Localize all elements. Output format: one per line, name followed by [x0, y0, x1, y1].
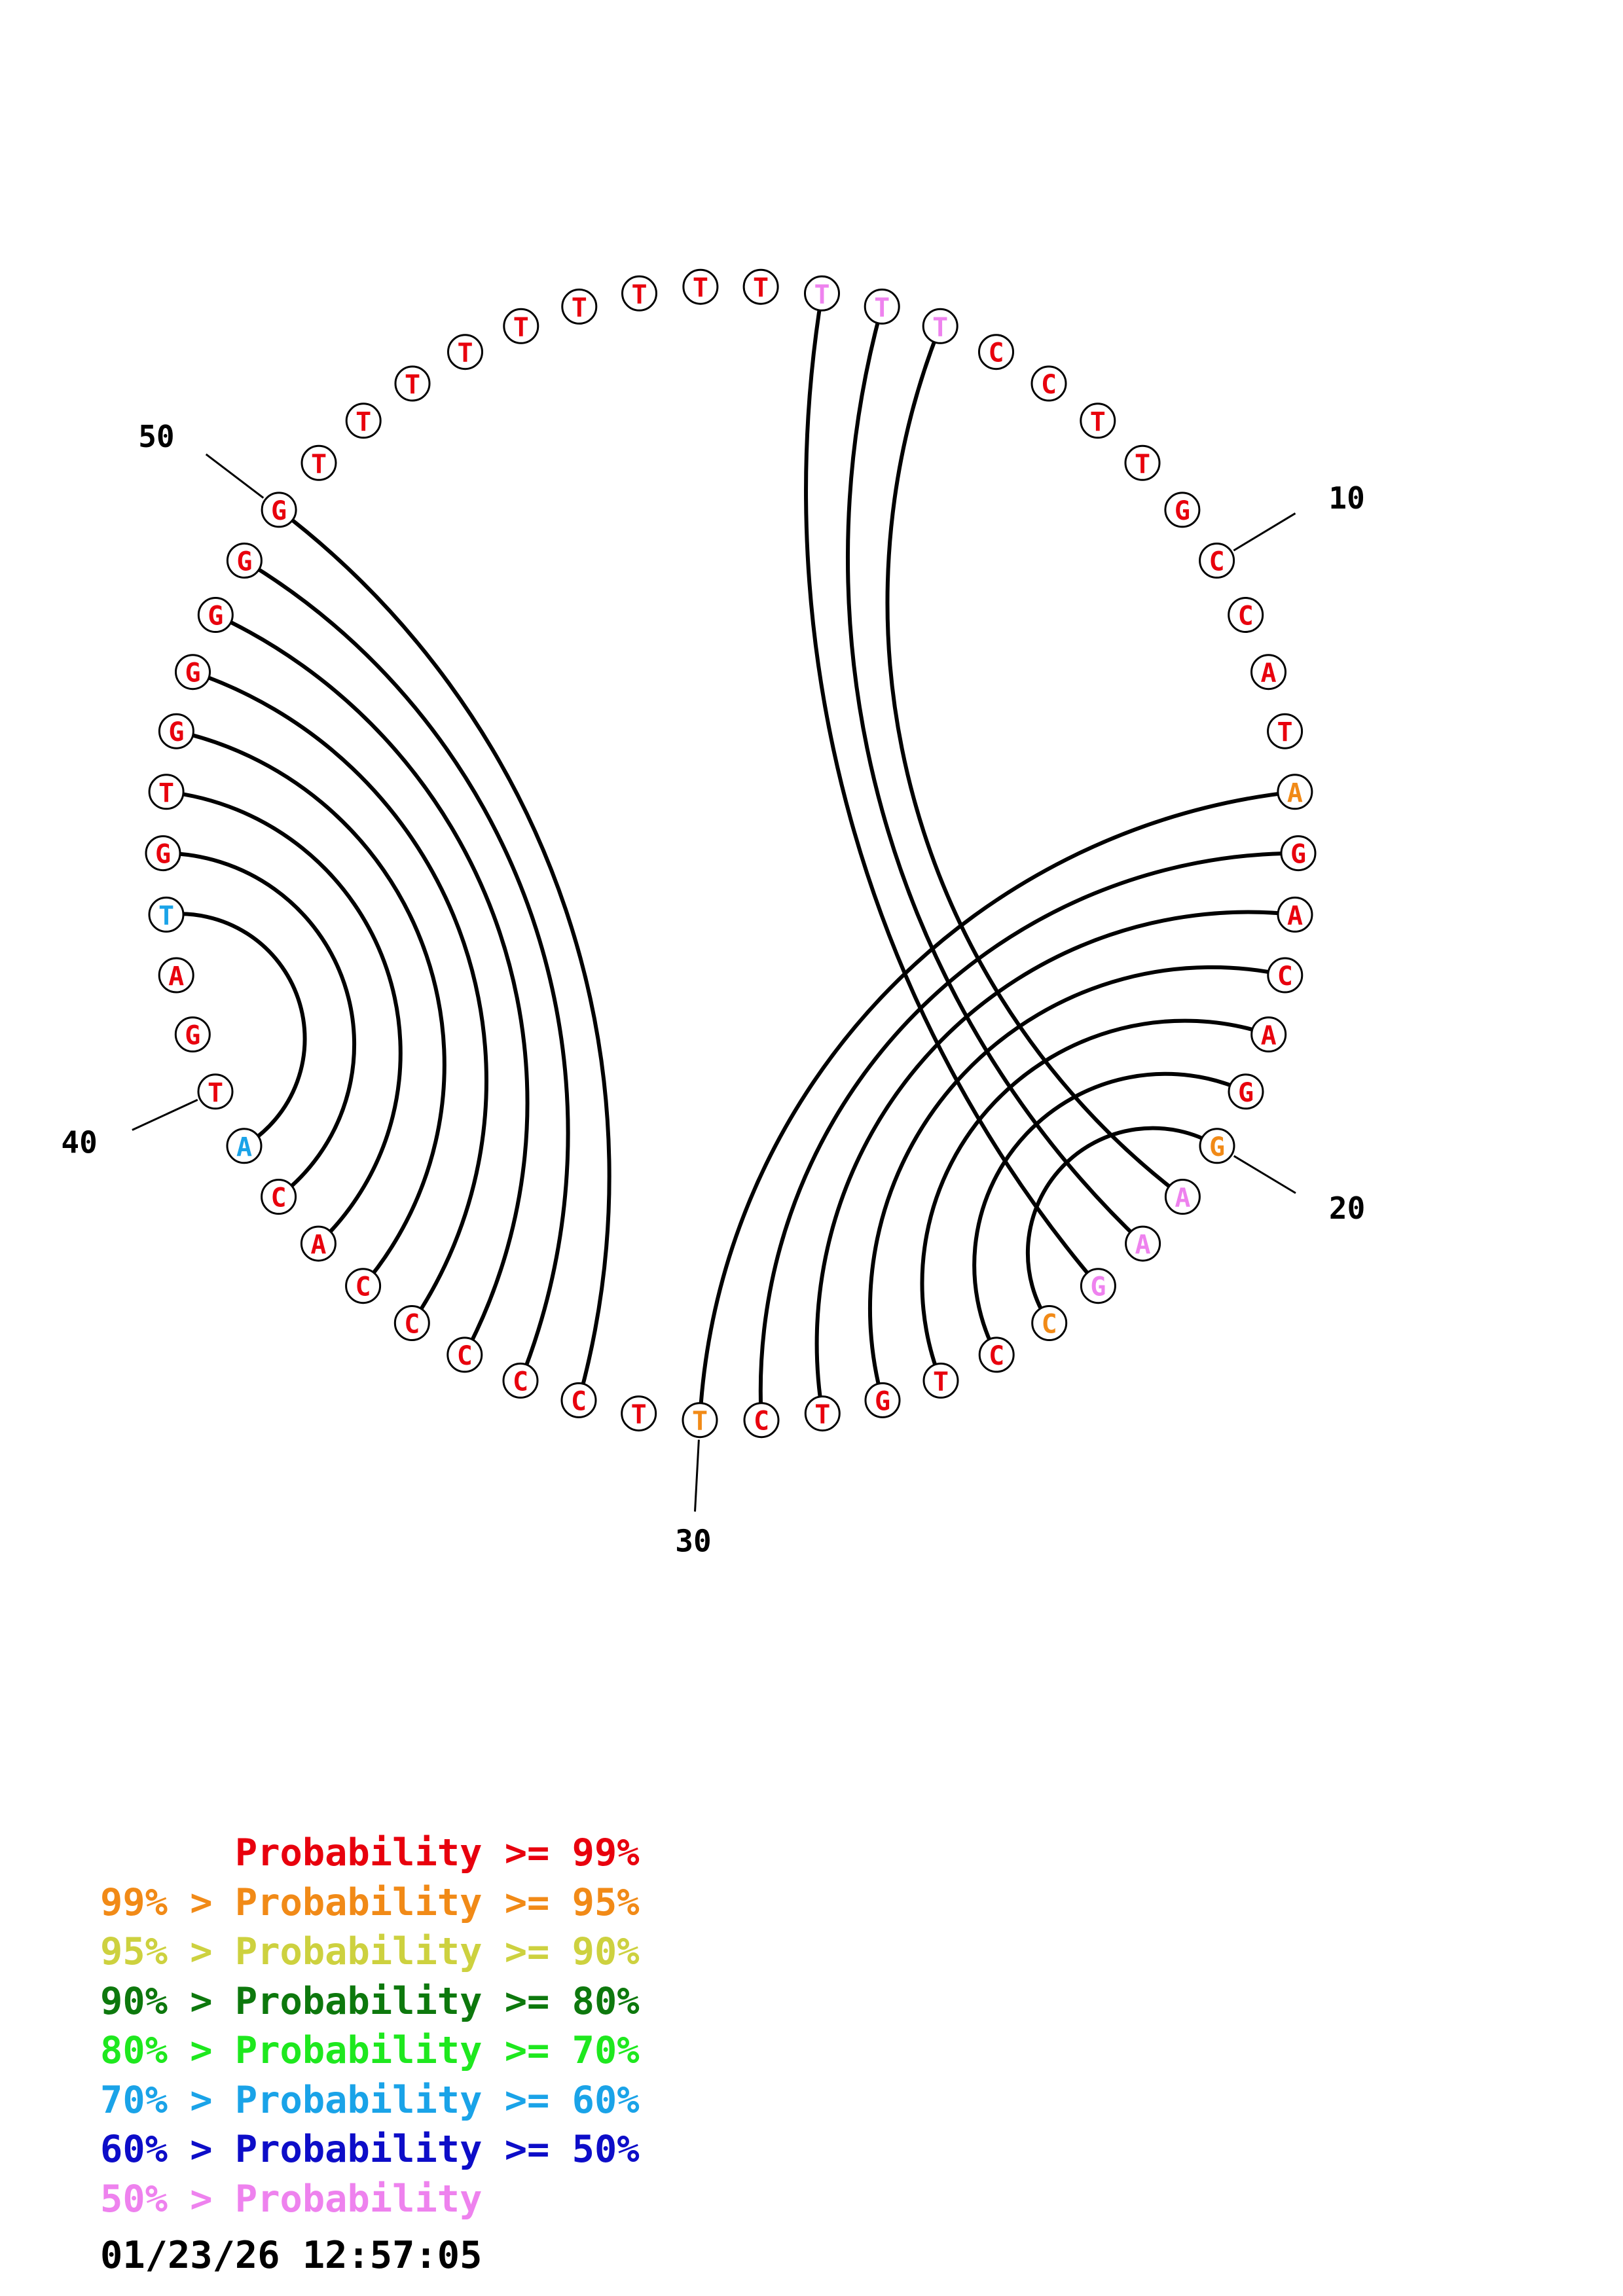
nucleotide-letter: C	[989, 1340, 1005, 1371]
legend-prefix: 80% >	[100, 2029, 235, 2072]
nucleotide-letter: A	[168, 961, 185, 992]
nucleotide-letter: G	[208, 601, 224, 632]
nucleotide-58	[684, 270, 718, 304]
nucleotide-letter: A	[310, 1230, 327, 1261]
nucleotide-39	[227, 1129, 261, 1163]
legend-prefix: 90% >	[100, 1979, 235, 2023]
nucleotide-22	[1126, 1227, 1160, 1261]
nucleotide-letter: C	[1041, 1309, 1057, 1340]
nucleotide-letter: A	[1260, 658, 1277, 689]
nucleotide-33	[503, 1363, 538, 1397]
nucleotide-2	[805, 276, 839, 310]
nucleotide-letter: T	[814, 279, 830, 310]
tick-line-40	[132, 1100, 198, 1130]
nucleotide-letter: T	[692, 273, 708, 304]
nucleotide-44	[146, 836, 180, 870]
nucleotide-36	[346, 1269, 380, 1303]
legend-suffix: >= 70%	[482, 2029, 640, 2072]
nucleotide-letter: C	[1209, 547, 1225, 577]
nucleotide-letter: C	[404, 1309, 420, 1340]
legend-suffix: >= 99%	[482, 1831, 640, 1874]
nucleotide-letter: C	[1237, 601, 1254, 632]
nucleotide-letter: T	[753, 273, 769, 304]
base-pair-arc-33-49	[244, 561, 568, 1381]
nucleotide-letter: T	[404, 370, 421, 400]
nucleotide-letter: T	[874, 293, 890, 323]
nucleotide-31	[622, 1397, 656, 1431]
nucleotide-4	[923, 309, 957, 343]
nucleotide-46	[159, 714, 193, 748]
legend-label: Probability	[234, 2029, 483, 2072]
nucleotide-letter: G	[1237, 1077, 1254, 1108]
nucleotide-9	[1165, 493, 1199, 527]
nucleotide-32	[562, 1383, 596, 1417]
tick-label-30: 30	[675, 1523, 712, 1559]
legend-prefix: 70% >	[100, 2078, 235, 2122]
legend-row-7	[100, 2128, 640, 2171]
nucleotide-letter: T	[158, 778, 175, 808]
nucleotide-letter: T	[1277, 717, 1293, 748]
legend-row-8	[100, 2177, 483, 2221]
nucleotide-letter: G	[1090, 1272, 1106, 1302]
nucleotide-20	[1200, 1129, 1234, 1163]
nucleotide-17	[1268, 958, 1302, 992]
nucleotide-letter: T	[310, 449, 327, 480]
legend-label: Probability	[234, 1930, 483, 1973]
base-pair-arc-18-26	[922, 1021, 1269, 1381]
base-pair-arc-37-45	[166, 792, 401, 1244]
tick-line-30	[695, 1440, 699, 1512]
nucleotide-letter: T	[571, 293, 587, 323]
nucleotide-13	[1268, 714, 1302, 748]
nucleotide-50	[262, 493, 296, 527]
nucleotide-letter: T	[631, 279, 647, 310]
tick-label-20: 20	[1328, 1191, 1366, 1227]
tick-label-10: 10	[1328, 480, 1365, 516]
legend-prefix: 95% >	[100, 1930, 235, 1973]
nucleotide-letter: T	[932, 312, 949, 343]
nucleotide-26	[924, 1363, 958, 1397]
nucleotide-43	[149, 897, 183, 931]
nucleotide-letter: T	[457, 338, 473, 368]
nucleotide-14	[1278, 775, 1312, 809]
legend-label: Probability	[234, 1979, 483, 2023]
nucleotide-letter: G	[1174, 495, 1190, 526]
base-pair-arc-34-48	[215, 615, 527, 1355]
nucleotide-25	[979, 1338, 1013, 1372]
legend-label: Probability	[234, 2177, 483, 2221]
legend-row-5	[100, 2029, 640, 2072]
nucleotide-letter: A	[1175, 1183, 1191, 1213]
nucleotide-23	[1081, 1269, 1115, 1303]
nucleotide-letter: T	[630, 1399, 647, 1430]
nucleotide-24	[1032, 1306, 1067, 1340]
nucleotide-11	[1229, 598, 1263, 632]
nucleotide-letter: A	[1286, 901, 1304, 931]
tick-line-50	[206, 454, 264, 498]
legend-suffix: >= 50%	[482, 2128, 640, 2171]
nucleotide-38	[262, 1180, 296, 1214]
nucleotide-letter: T	[1134, 449, 1151, 480]
nucleotide-letter: A	[1260, 1020, 1277, 1051]
nucleotide-51	[302, 446, 336, 480]
nucleotide-52	[346, 404, 380, 438]
legend-row-3	[100, 1930, 640, 1973]
nucleotide-21	[1165, 1180, 1199, 1214]
nucleotide-letter: A	[1286, 778, 1303, 808]
nucleotide-54	[448, 335, 483, 369]
nucleotide-27	[866, 1383, 900, 1417]
timestamp: 01/23/26 12:57:05	[100, 2234, 483, 2277]
tick-line-20	[1234, 1156, 1296, 1193]
nucleotide-letter: G	[1209, 1132, 1226, 1162]
nucleotide-letter: C	[570, 1386, 587, 1417]
nucleotide-letter: G	[185, 1020, 201, 1051]
nucleotide-letter: T	[356, 406, 372, 437]
nucleotide-6	[1032, 367, 1066, 401]
nucleotide-34	[448, 1338, 482, 1372]
nucleotide-3	[865, 289, 899, 323]
nucleotide-letter: G	[874, 1386, 891, 1417]
legend-prefix: 99% >	[100, 1880, 235, 1924]
legend-prefix: 60% >	[100, 2128, 235, 2171]
nucleotide-57	[623, 276, 657, 310]
legend-row-1	[100, 1831, 640, 1874]
nucleotide-48	[198, 598, 232, 632]
base-pair-arc-2-23	[806, 293, 1098, 1285]
nucleotide-letter: C	[456, 1340, 473, 1371]
nucleotide-15	[1281, 836, 1315, 870]
nucleotide-letter: G	[168, 717, 185, 748]
nucleotide-letter: G	[185, 658, 201, 689]
nucleotide-letter: C	[1277, 961, 1293, 992]
nucleotide-1	[744, 270, 778, 304]
tick-label-40: 40	[61, 1124, 98, 1160]
nucleotide-29	[744, 1403, 778, 1437]
nucleotide-letter: G	[1290, 839, 1307, 870]
nucleotide-letter: G	[271, 495, 287, 526]
nucleotides	[146, 270, 1315, 1437]
nucleotide-18	[1252, 1018, 1286, 1052]
nucleotide-30	[683, 1403, 717, 1437]
base-pair-arc-36-46	[176, 731, 444, 1286]
base-pair-arc-35-47	[193, 672, 486, 1323]
nucleotide-45	[149, 775, 183, 809]
legend-label: Probability	[234, 2128, 483, 2171]
nucleotide-letter: T	[1089, 406, 1106, 437]
nucleotide-37	[301, 1227, 335, 1261]
nucleotide-47	[176, 655, 210, 689]
nucleotide-letter: A	[1135, 1230, 1151, 1261]
nucleotide-35	[395, 1306, 429, 1340]
nucleotide-55	[504, 309, 538, 343]
base-pair-arc-14-30	[700, 792, 1295, 1420]
nucleotide-letter: T	[932, 1367, 949, 1397]
tick-line-10	[1233, 513, 1295, 550]
legend-label: Probability	[234, 1831, 483, 1874]
nucleotide-5	[979, 335, 1013, 369]
nucleotide-letter: T	[158, 901, 175, 931]
legend-suffix: >= 80%	[482, 1979, 640, 2023]
nucleotide-letter: T	[691, 1406, 708, 1437]
tick-label-50: 50	[138, 418, 175, 454]
nucleotide-42	[159, 958, 193, 992]
nucleotide-56	[562, 289, 596, 323]
nucleotide-letter: T	[207, 1077, 224, 1108]
nucleotide-letter: G	[236, 547, 253, 577]
legend-label: Probability	[234, 2078, 483, 2122]
legend-label: Probability	[234, 1880, 483, 1924]
legend-suffix: >= 95%	[482, 1880, 640, 1924]
nucleotide-7	[1081, 404, 1115, 438]
legend-row-6	[100, 2078, 640, 2122]
nucleotide-letter: T	[513, 312, 529, 343]
legend-row-4	[100, 1979, 640, 2023]
nucleotide-letter: C	[355, 1272, 371, 1302]
base-pair-arc-19-25	[974, 1074, 1246, 1355]
nucleotide-letter: G	[155, 839, 172, 870]
nucleotide-letter: C	[1040, 370, 1057, 400]
legend-prefix: 50% >	[100, 2177, 235, 2221]
nucleotide-letter: C	[512, 1367, 529, 1397]
position-ticks	[61, 419, 1365, 1559]
nucleotide-letter: C	[988, 338, 1004, 368]
nucleotide-12	[1252, 655, 1286, 689]
nucleotide-10	[1200, 544, 1234, 578]
nucleotide-19	[1229, 1075, 1263, 1109]
nucleotide-53	[395, 367, 429, 401]
nucleotide-letter: C	[270, 1183, 287, 1213]
nucleotide-letter: C	[753, 1406, 770, 1437]
nucleotide-letter: T	[814, 1399, 831, 1430]
nucleotide-letter: A	[236, 1132, 253, 1162]
legend-prefix	[100, 1831, 235, 1874]
legend-suffix: >= 90%	[482, 1930, 640, 1973]
nucleotide-28	[805, 1397, 839, 1431]
nucleotide-40	[198, 1075, 232, 1109]
nucleotide-16	[1278, 897, 1312, 931]
nucleotide-8	[1125, 446, 1159, 480]
legend-row-2	[100, 1880, 640, 1924]
legend-suffix: >= 60%	[482, 2078, 640, 2122]
nucleotide-49	[227, 544, 261, 578]
nucleotide-41	[175, 1018, 210, 1052]
